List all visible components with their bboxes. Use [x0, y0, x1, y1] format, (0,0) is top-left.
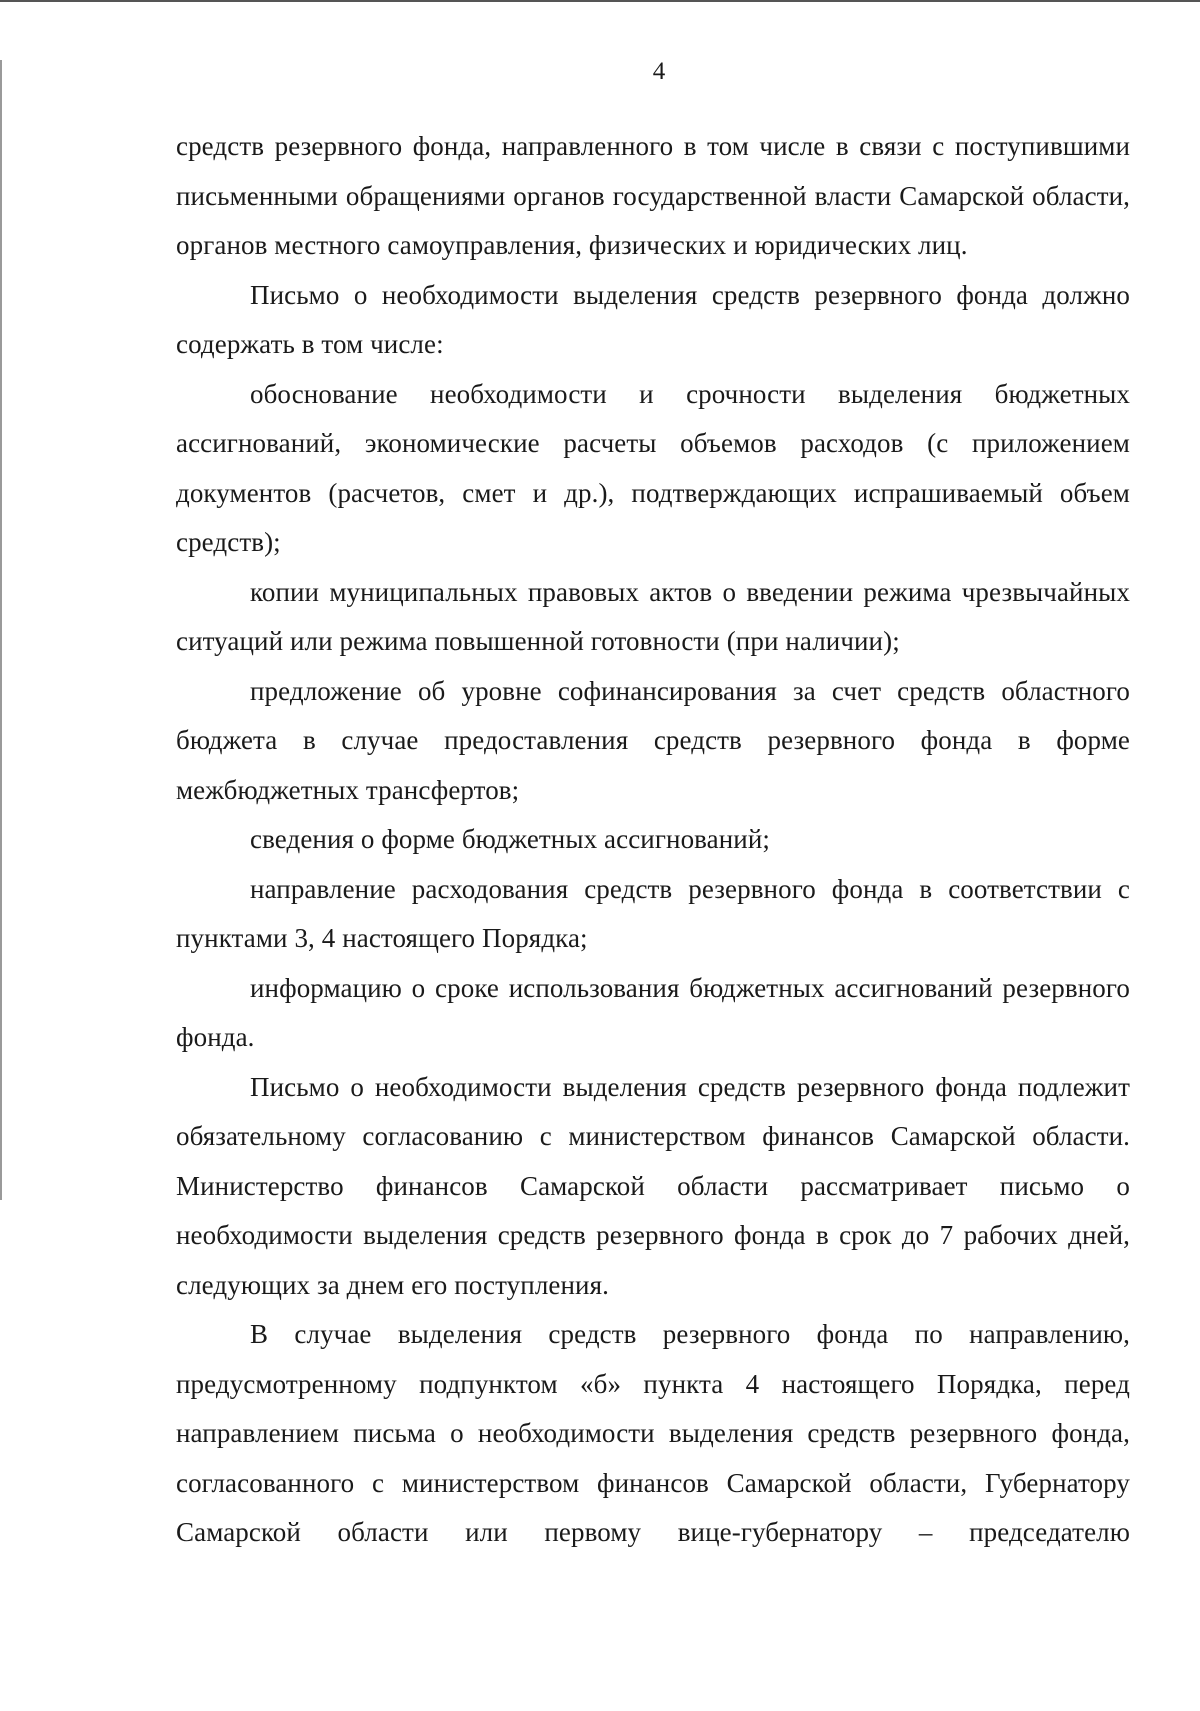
paragraph-allocation-case: В случае выделения средств резервного фонда по направлению, предусмотренному подпунктом «б» пункта 4 настоящего Порядка, перед направлением письма о необходимости выделения средств резервного фонда, согласованного с министерством финансов Самарской области, Губернатору Самарской области или первому вице-губернатору – председателю — [176, 1319, 1130, 1547]
paragraph-continuation: средств резервного фонда, направленного в том числе в связи с поступившими письменными обращениями органов государственной власти Самарской области, органов местного самоуправления, физических и юридических лиц. — [176, 131, 1130, 260]
paragraph-list-usage-term: информацию о сроке использования бюджетных ассигнований резервного фонда. — [176, 972, 1130, 1052]
scan-left-edge — [0, 60, 2, 1200]
paragraph-letter-contents: Письмо о необходимости выделения средств резервного фонда должно содержать в том числе: — [176, 279, 1130, 359]
document-body — [176, 122, 1130, 1558]
paragraph-list-spending-direction: направление расходования средств резервного фонда в соответствии с пунктами 3, 4 настоящего Порядка; — [176, 873, 1130, 953]
paragraph-list-justification: обоснование необходимости и срочности выделения бюджетных ассигнований, экономические расчеты объемов расходов (с приложением документов (расчетов, смет и др.), подтверждающих испрашиваемый объем средств); — [176, 378, 1130, 557]
paragraph-list-allocation-form: сведения о форме бюджетных ассигнований; — [250, 824, 770, 854]
page-number: 4 — [652, 58, 666, 85]
scan-top-edge — [0, 0, 1200, 2]
paragraph-approval: Письмо о необходимости выделения средств резервного фонда подлежит обязательному согласованию с министерством финансов Самарской области. Министерство финансов Самарской области рассматривает письмо о необходимости выделения средств резервного фонда в срок до 7 рабочих дней, следующих за днем его поступления. — [176, 1071, 1130, 1300]
paragraph-list-municipal-acts: копии муниципальных правовых актов о введении режима чрезвычайных ситуаций или режима повышенной готовности (при наличии); — [176, 576, 1130, 656]
paragraph-list-cofinancing: предложение об уровне софинансирования за счет средств областного бюджета в случае предоставления средств резервного фонда в форме межбюджетных трансфертов; — [176, 675, 1130, 805]
